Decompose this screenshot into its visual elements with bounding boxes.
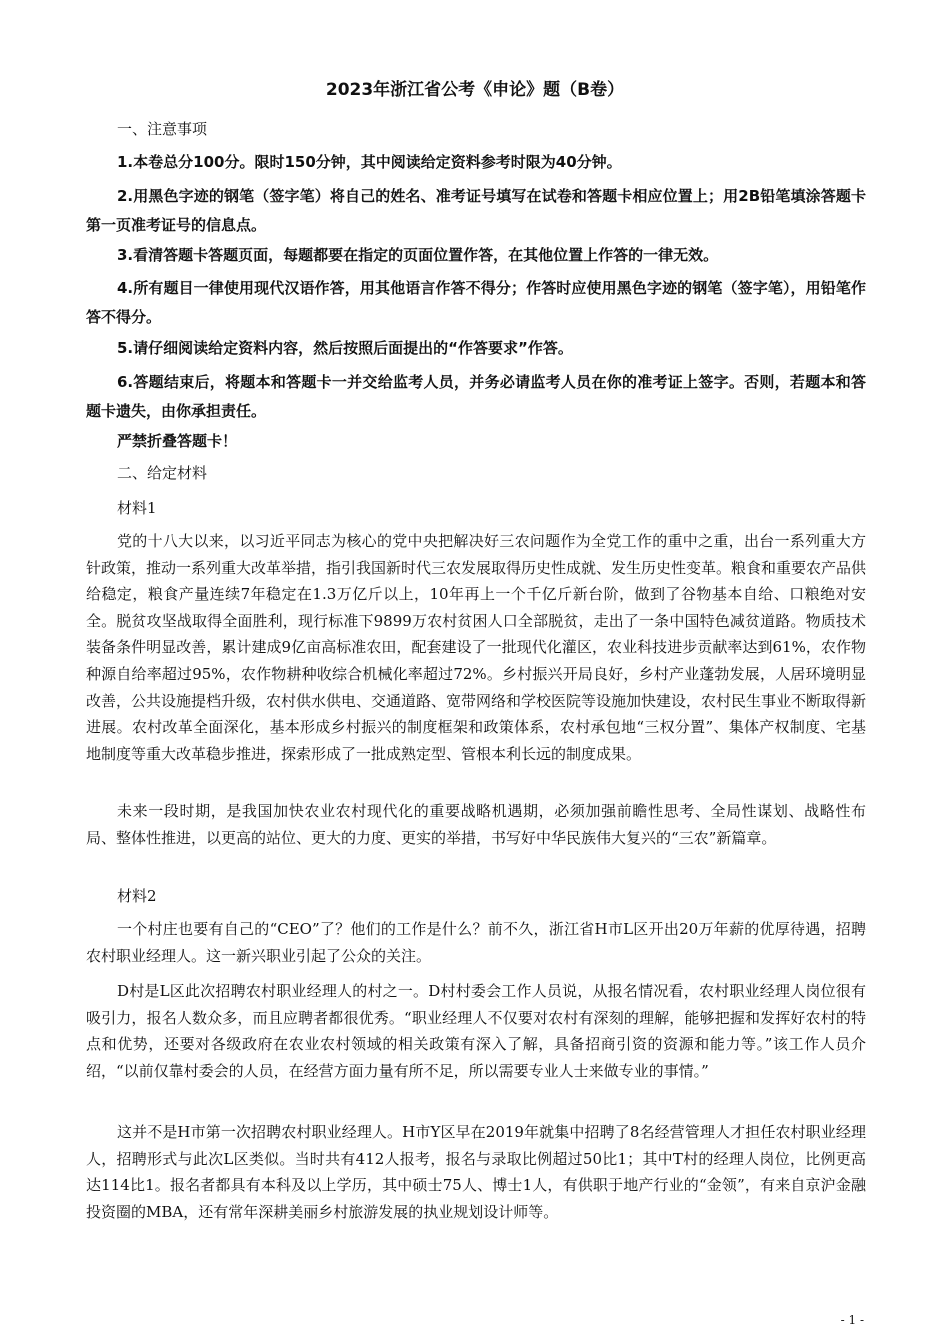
material-1-paragraph: 未来一段时期，是我国加快农业农村现代化的重要战略机遇期，必须加强前瞻性思考、全局性谋划、战略性布局、整体性推进，以更高的站位、更大的力度、更实的举措，书写好中华民族伟大复兴的“三农”新篇章。 xyxy=(86,802,866,847)
material-2-paragraph: 一个村庄也要有自己的“CEO”了？他们的工作是什么？前不久，浙江省H市L区开出20万年薪的优厚待遇，招聘农村职业经理人。这一新兴职业引起了公众的关注。 xyxy=(86,920,866,965)
page-title: 2023年浙江省公考《申论》题（B卷） xyxy=(325,80,625,100)
material-1-label: 材料1 xyxy=(117,499,157,517)
warning-text: 严禁折叠答题卡！ xyxy=(117,432,238,450)
materials-heading: 二、给定材料 xyxy=(117,464,208,482)
notice-item-5: 5.请仔细阅读给定资料内容，然后按照后面提出的“作答要求”作答。 xyxy=(117,339,573,357)
material-1-paragraph: 党的十八大以来，以习近平同志为核心的党中央把解决好三农问题作为全党工作的重中之重，出台一系列重大方针政策，推动一系列重大改革举措，指引我国新时代三农发展取得历史性成就、发生历史性变革。粮食和重要农产品供给稳定，粮食产量连续7年稳定在1.3万亿斤以上，10年再上一个千亿斤新台阶，做到了谷物基本自给、口粮绝对安全。脱贫攻坚战取得全面胜利，现行标准下9899万农村贫困人口全部脱贫，走出了一条中国特色减贫道路。物质技术装备条件明显改善，累计建成9亿亩高标准农田，配套建设了一批现代化灌区，农业科技进步贡献率达到61%，农作物种源自给率超过95%，农作物耕种收综合机械化率超过72%。乡村振兴开局良好，乡村产业蓬勃发展，人居环境明显改善，公共设施提档升级，农村供水供电、交通道路、宽带网络和学校医院等设施加快建设，农村民生事业不断取得新进展。农村改革全面深化，基本形成乡村振兴的制度框架和政策体系，农村承包地“三权分置”、集体产权制度、宅基地制度等重大改革稳步推进，探索形成了一批成熟定型、管根本利长远的制度成果。 xyxy=(86,532,867,763)
material-2-paragraph: D村是L区此次招聘农村职业经理人的村之一。D村村委会工作人员说，从报名情况看，农村职业经理人岗位很有吸引力，报名人数众多，而且应聘者都很优秀。“职业经理人不仅要对农村有深刻的理解，能够把握和发挥好农村的特点和优势，还要对各级政府在农业农村领域的相关政策有深入了解，具备招商引资的资源和能力等。”该工作人员介绍，“以前仅靠村委会的人员，在经营方面力量有所不足，所以需要专业人士来做专业的事情。” xyxy=(86,982,866,1080)
notice-item-3: 3.看清答题卡答题页面，每题都要在指定的页面位置作答，在其他位置上作答的一律无效。 xyxy=(117,246,719,264)
material-2-label: 材料2 xyxy=(117,887,157,905)
page-number: - 1 - xyxy=(840,1313,864,1327)
notice-item-4: 4.所有题目一律使用现代汉语作答，用其他语言作答不得分；作答时应使用黑色字迹的钢笔（签字笔），用铅笔作答不得分。 xyxy=(86,279,866,326)
notice-item-2: 2.用黑色字迹的钢笔（签字笔）将自己的姓名、准考证号填写在试卷和答题卡相应位置上；用2B铅笔填涂答题卡第一页准考证号的信息点。 xyxy=(86,187,866,234)
notice-heading: 一、注意事项 xyxy=(117,120,208,138)
notice-item-6: 6.答题结束后，将题本和答题卡一并交给监考人员，并务必请监考人员在你的准考证上签字。否则，若题本和答题卡遗失，由你承担责任。 xyxy=(86,373,866,420)
material-2-paragraph: 这并不是H市第一次招聘农村职业经理人。H市Y区早在2019年就集中招聘了8名经营管理人才担任农村职业经理人，招聘形式与此次L区类似。当时共有412人报考，报名与录取比例超过50比1；其中T村的经理人岗位，比例更高达114比1。报名者都具有本科及以上学历，其中硕士75人、博士1人，有供职于地产行业的“金领”，有来自京沪金融投资圈的MBA，还有常年深耕美丽乡村旅游发展的执业规划设计师等。 xyxy=(86,1123,866,1221)
notice-item-1: 1.本卷总分100分。限时150分钟，其中阅读给定资料参考时限为40分钟。 xyxy=(117,153,622,171)
